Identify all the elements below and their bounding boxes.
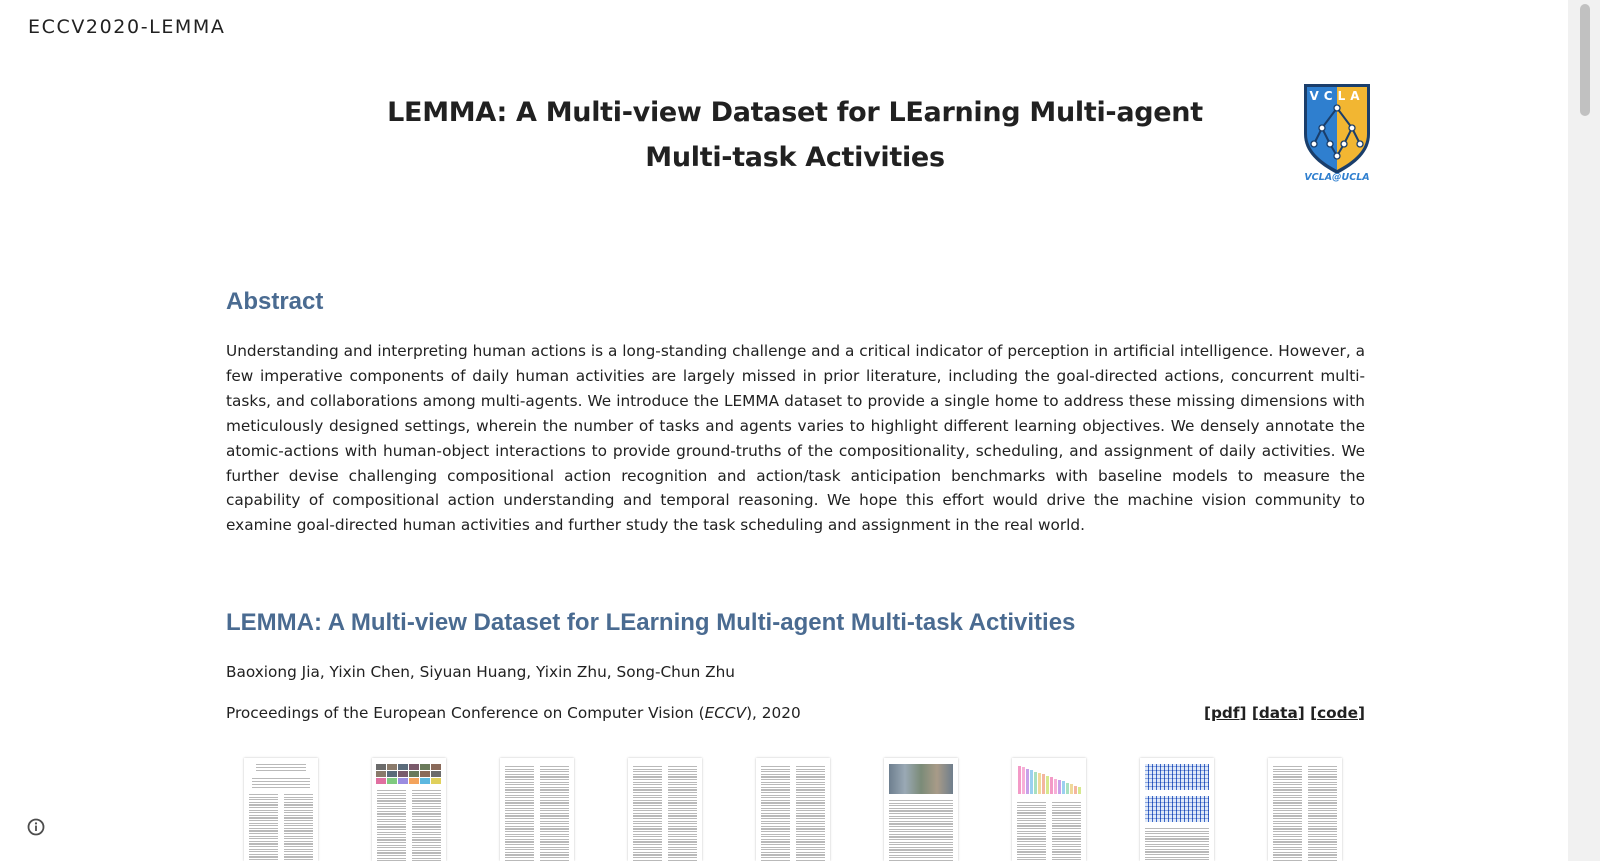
vcla-logo-icon: [1300, 82, 1374, 182]
page-thumbnail-3[interactable]: [500, 758, 574, 861]
page-thumbnail-5[interactable]: [756, 758, 830, 861]
info-icon[interactable]: [26, 817, 46, 837]
page-thumbnail-7[interactable]: [1012, 758, 1086, 861]
data-link[interactable]: data: [1258, 704, 1298, 722]
paper-authors: Baoxiong Jia, Yixin Chen, Siyuan Huang, Yixin Zhu, Song-Chun Zhu: [226, 663, 735, 681]
venue-abbr: ECCV: [704, 704, 747, 722]
page-thumbnail-2[interactable]: [372, 758, 446, 861]
venue-prefix: Proceedings of the European Conference on Computer Vision (: [226, 704, 705, 722]
paper-venue: [226, 704, 801, 722]
scrollbar-thumb[interactable]: [1580, 4, 1590, 116]
code-link[interactable]: code: [1317, 704, 1358, 722]
abstract-heading: Abstract: [226, 288, 324, 315]
page-thumbnails: [244, 758, 1374, 861]
page-thumbnail-8[interactable]: [1140, 758, 1214, 861]
venue-suffix: ), 2020: [746, 704, 801, 722]
logo-top-text: VCLA: [1309, 89, 1365, 103]
abstract-text: Understanding and interpreting human actions is a long-standing challenge and a critical indicator of perception in artificial intelligence. However, a few imperative components of daily human activities are largely missed in prior literature, including the goal-directed actions, concurrent multi-tasks, and collaborations among multi-agents. We introduce the LEMMA dataset to provide a single home to address these missing dimensions with meticulously designed settings, wherein the number of tasks and agents varies to highlight different learning objectives. We densely annotate the atomic-actions with human-object interactions to provide ground-truths of the compositionality, scheduling, and assignment of daily activities. We further devise challenging compositional action recognition and action/task anticipation benchmarks with baseline models to measure the capability of compositional action understanding and temporal reasoning. We hope this effort would drive the machine vision community to examine goal-directed human activities and further study the task scheduling and assignment in the real world.: [226, 342, 1365, 535]
site-title[interactable]: ECCV2020-LEMMA: [28, 16, 226, 38]
pdf-link[interactable]: pdf: [1210, 704, 1240, 722]
scrollbar[interactable]: [1568, 0, 1600, 861]
paper-heading: LEMMA: A Multi-view Dataset for LEarning Multi-agent Multi-task Activities: [226, 609, 1076, 636]
logo-bottom-text: VCLA@UCLA: [1304, 172, 1370, 182]
page-title: LEMMA: A Multi-view Dataset for LEarning Multi-agent Multi-task Activities: [387, 97, 1203, 173]
page-thumbnail-4[interactable]: [628, 758, 702, 861]
page-thumbnail-9[interactable]: [1268, 758, 1342, 861]
paper-links: [pdf] [data] [code]: [1203, 704, 1365, 722]
page-thumbnail-1[interactable]: [244, 758, 318, 861]
page-thumbnail-6[interactable]: [884, 758, 958, 861]
